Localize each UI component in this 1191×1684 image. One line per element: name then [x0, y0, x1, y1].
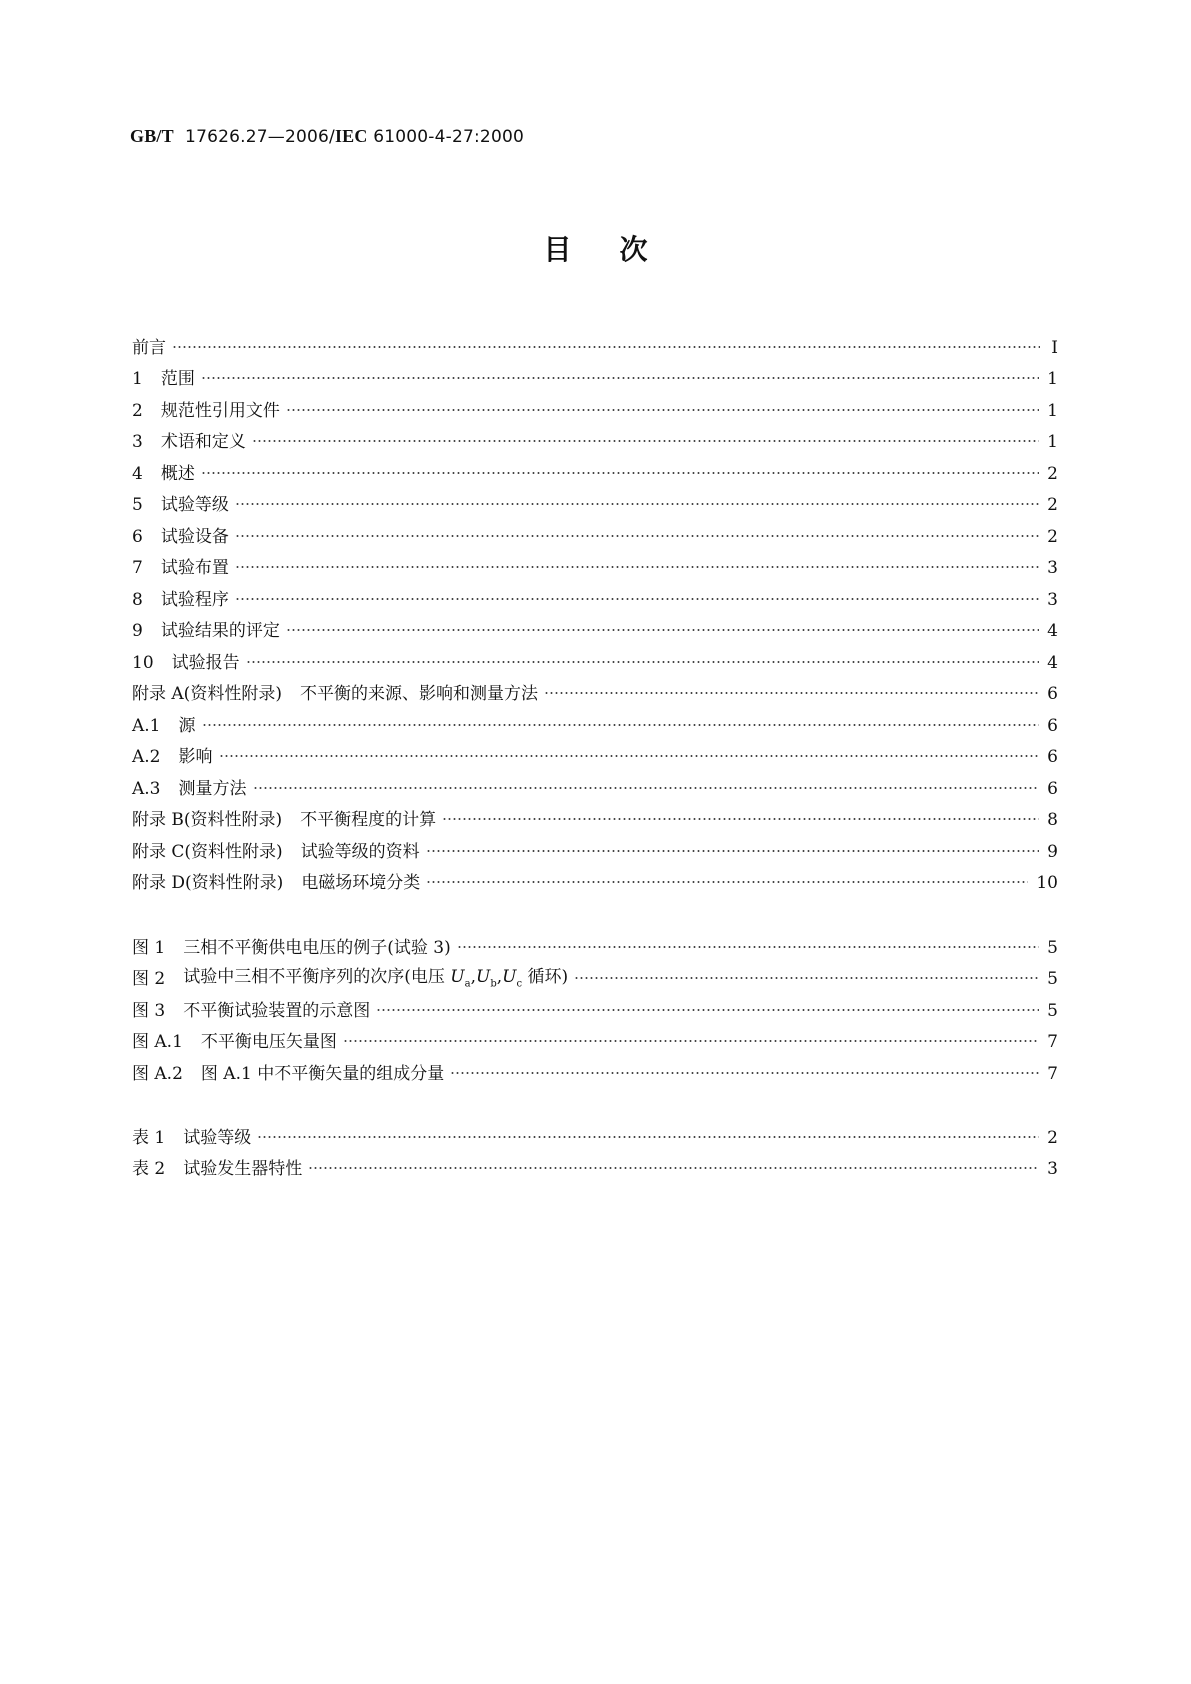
- entry-label: 试验设备: [160, 526, 229, 547]
- page-number: 4: [1047, 621, 1058, 641]
- entry-number: A.3: [132, 778, 161, 799]
- entry-label: 试验发生器特性: [183, 1159, 303, 1179]
- toc-contents: [132, 326, 1058, 893]
- entry-label: 试验等级的资料: [300, 841, 420, 862]
- dot-leader: [235, 534, 1039, 538]
- toc-entry[interactable]: [132, 515, 1058, 547]
- toc-entry[interactable]: [132, 484, 1058, 516]
- entry-label: 源: [178, 715, 196, 736]
- page-title: 目次: [543, 233, 696, 266]
- entry-label: 三相不平衡供电电压的例子(试验 3): [183, 937, 451, 958]
- entry-number: 图 3: [132, 1000, 166, 1021]
- toc-entry[interactable]: [132, 704, 1058, 736]
- standard-prefix: GB/T: [130, 126, 174, 146]
- page-number: 7: [1047, 1063, 1058, 1084]
- entry-number: 附录 C(资料性附录): [132, 841, 283, 862]
- entry-number: 附录 D(资料性附录): [132, 873, 284, 893]
- entry-label: 术语和定义: [160, 432, 246, 452]
- entry-label: 规范性引用文件: [160, 400, 280, 421]
- page-number: 6: [1047, 747, 1058, 767]
- entry-label: 不平衡程度的计算: [300, 810, 437, 830]
- entry-number: 10: [132, 652, 154, 673]
- page-number: 2: [1047, 463, 1058, 484]
- toc-entry[interactable]: [132, 673, 1058, 705]
- iec-prefix: IEC: [334, 126, 368, 146]
- iec-code: 61000-4-27:2000: [373, 127, 524, 147]
- toc-entry[interactable]: [132, 989, 1058, 1021]
- entry-number: 图 A.1: [132, 1032, 183, 1052]
- entry-label: 试验结果的评定: [160, 621, 280, 641]
- page-number: 5: [1047, 1000, 1058, 1021]
- page-number: 8: [1047, 810, 1058, 830]
- entry-label: 试验报告: [171, 652, 240, 673]
- toc-entry[interactable]: [132, 830, 1058, 862]
- toc-entry[interactable]: [132, 799, 1058, 831]
- page-number: 6: [1047, 778, 1058, 799]
- toc-entry[interactable]: [132, 862, 1058, 894]
- toc-entry[interactable]: [132, 578, 1058, 610]
- dot-leader: [376, 1008, 1039, 1012]
- toc-entry[interactable]: [132, 1116, 1058, 1148]
- page-number: 5: [1047, 969, 1058, 989]
- dot-leader: [450, 1071, 1039, 1075]
- entry-number: 2: [132, 400, 143, 421]
- entry-number: 附录 B(资料性附录): [132, 810, 283, 830]
- entry-number: 7: [132, 558, 143, 578]
- toc-entry[interactable]: [132, 641, 1058, 673]
- page-number: 4: [1047, 652, 1058, 673]
- entry-label: 电磁场环境分类: [301, 873, 421, 893]
- page-number: 1: [1047, 400, 1058, 421]
- entry-label: 不平衡试验装置的示意图: [183, 1000, 371, 1021]
- toc-entry[interactable]: [132, 958, 1058, 990]
- dot-leader: [457, 945, 1039, 949]
- entry-number: 8: [132, 589, 143, 610]
- entry-number: 图 A.2: [132, 1063, 183, 1084]
- entry-number: 4: [132, 463, 143, 484]
- toc-entry[interactable]: [132, 389, 1058, 421]
- entry-number: 6: [132, 526, 143, 547]
- dot-leader: [235, 597, 1039, 601]
- dot-leader: [544, 691, 1039, 695]
- entry-number: A.1: [132, 715, 161, 736]
- entry-number: 附录 A(资料性附录): [132, 684, 282, 704]
- dot-leader: [426, 880, 1028, 884]
- entry-number: 表 2: [132, 1159, 166, 1179]
- dot-leader: [343, 1039, 1039, 1043]
- toc-entry[interactable]: [132, 547, 1058, 579]
- dot-leader: [257, 1135, 1039, 1139]
- entry-label: 范围: [160, 369, 195, 389]
- entry-number: 9: [132, 621, 143, 641]
- toc-entry[interactable]: [132, 358, 1058, 390]
- dot-leader: [201, 376, 1039, 380]
- toc-entry[interactable]: [132, 326, 1058, 358]
- toc-entry[interactable]: [132, 736, 1058, 768]
- entry-number: 1: [132, 369, 143, 389]
- toc-entry[interactable]: [132, 452, 1058, 484]
- dot-leader: [235, 502, 1039, 506]
- dot-leader: [252, 439, 1039, 443]
- entry-label: 前言: [132, 337, 166, 358]
- page-number: 6: [1047, 684, 1058, 704]
- entry-number: 表 1: [132, 1127, 166, 1148]
- page-number: 10: [1036, 873, 1058, 893]
- dot-leader: [219, 754, 1040, 758]
- dot-leader: [286, 408, 1039, 412]
- toc-tables: [132, 1116, 1058, 1179]
- document-header: [130, 126, 524, 147]
- entry-label: 不平衡电压矢量图: [200, 1032, 337, 1052]
- page-number: 3: [1047, 589, 1058, 610]
- dot-leader: [201, 471, 1039, 475]
- page-number: 3: [1047, 1159, 1058, 1179]
- entry-label: 测量方法: [178, 778, 247, 799]
- dot-leader: [235, 565, 1039, 569]
- page-number: 7: [1047, 1032, 1058, 1052]
- entry-number: 3: [132, 432, 143, 452]
- entry-label: 试验程序: [160, 589, 229, 610]
- dot-leader: [574, 976, 1039, 980]
- page-number: I: [1051, 337, 1058, 358]
- dot-leader: [442, 817, 1039, 821]
- entry-label: 图 A.1 中不平衡矢量的组成分量: [200, 1063, 445, 1084]
- toc-entry[interactable]: [132, 1021, 1058, 1053]
- dot-leader: [308, 1166, 1039, 1170]
- entry-label: 试验布置: [160, 558, 229, 578]
- page-number: 2: [1047, 526, 1058, 547]
- entry-label: 不平衡的来源、影响和测量方法: [299, 684, 538, 704]
- dot-leader: [246, 660, 1040, 664]
- toc-entry[interactable]: [132, 767, 1058, 799]
- entry-number: 5: [132, 495, 143, 515]
- dot-leader: [286, 628, 1039, 632]
- entry-label: 概述: [160, 463, 195, 484]
- page-number: 1: [1047, 432, 1058, 452]
- page-number: 5: [1047, 937, 1058, 958]
- entry-label: 影响: [178, 747, 213, 767]
- standard-code: 17626.27—2006/: [185, 127, 335, 147]
- page-number: 2: [1047, 495, 1058, 515]
- dot-leader: [202, 723, 1040, 727]
- page-number: 6: [1047, 715, 1058, 736]
- page-number: 1: [1047, 369, 1058, 389]
- page-number: 9: [1047, 841, 1058, 862]
- toc-entry[interactable]: [132, 421, 1058, 453]
- toc-figures: [132, 926, 1058, 1084]
- toc-entry[interactable]: [132, 926, 1058, 958]
- dot-leader: [253, 786, 1040, 790]
- toc-entry[interactable]: [132, 1148, 1058, 1180]
- dot-leader: [172, 345, 1040, 349]
- toc-entry[interactable]: [132, 1052, 1058, 1084]
- toc-entry[interactable]: [132, 610, 1058, 642]
- entry-number: A.2: [132, 747, 161, 767]
- entry-label: 试验等级: [183, 1127, 252, 1148]
- entry-label: 试验中三相不平衡序列的次序(电压 $U_a,U_b,U_c$ 循环): [183, 966, 569, 989]
- dot-leader: [426, 849, 1039, 853]
- entry-label: 试验等级: [160, 495, 229, 515]
- entry-number: 图 1: [132, 937, 166, 958]
- page-number: 3: [1047, 558, 1058, 578]
- entry-number: 图 2: [132, 969, 166, 989]
- page-number: 2: [1047, 1127, 1058, 1148]
